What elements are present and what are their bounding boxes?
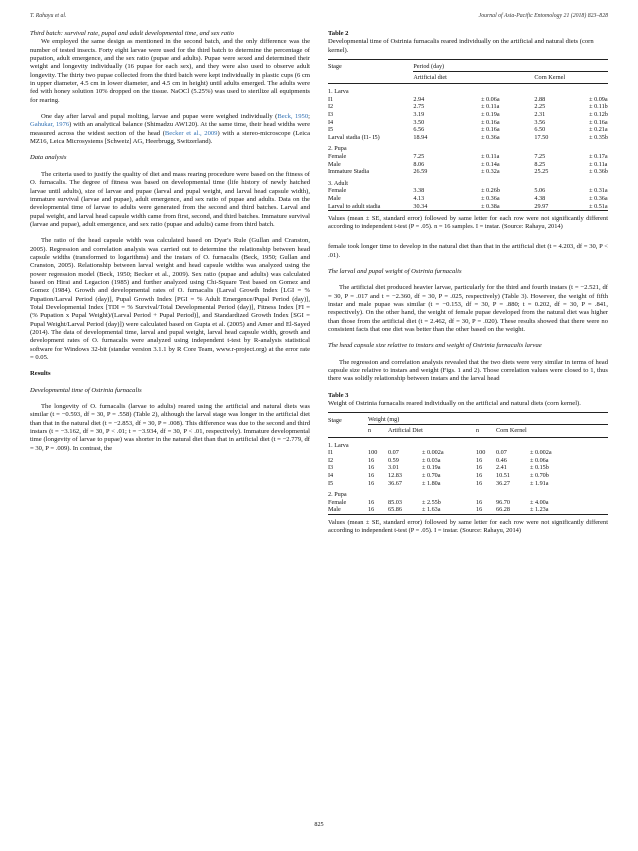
table-cell: 96.70 [496, 498, 510, 506]
page-number: 825 [314, 821, 324, 828]
table-cell: 0.07 [388, 449, 399, 457]
table3-title: Table 3 [328, 391, 349, 399]
table-group-label: 3. Adult [328, 179, 348, 187]
table-row [328, 506, 608, 514]
table-cell: ± 1.91a [530, 479, 549, 487]
table-cell: ± 0.06a [481, 95, 500, 103]
table-row [328, 126, 608, 134]
table-cell: 65.86 [388, 506, 402, 514]
table-cell: 16 [476, 506, 483, 514]
table3-header-stage: Stage [328, 416, 342, 424]
table-cell: I4 [328, 472, 334, 480]
table-cell: 66.28 [496, 506, 510, 514]
subsection-heading-developmental-time: Developmental time of Ostrinia furnacalis [30, 386, 142, 394]
table-row [328, 499, 608, 507]
table-cell: 16 [476, 456, 483, 464]
table-cell: ± 0.26b [481, 187, 500, 195]
table-cell: 16 [368, 506, 375, 514]
table-cell: 16 [368, 464, 375, 472]
table3-caption: Weight of Ostrinia furnacalis reared individually on the artificial and natural diets (corn kernel). [328, 400, 581, 408]
subsection-heading-head-capsule: The head capsule size relative to instars and weight of Ostrinia furnacalis larvae [328, 342, 542, 350]
table-cell: 5.06 [534, 187, 546, 195]
table-cell: 16 [476, 464, 483, 472]
table-cell: 16 [476, 479, 483, 487]
table2-header-corn: Corn Kernel [534, 73, 566, 81]
table-row [328, 464, 608, 472]
table-cell: 2.41 [496, 464, 507, 472]
table-cell: 3.38 [413, 187, 425, 195]
table-cell: ± 4.00a [530, 498, 549, 506]
table-cell: ± 0.35b [589, 133, 608, 141]
table-cell: ± 0.16a [481, 126, 500, 134]
table-cell: ± 0.70a [422, 472, 441, 480]
table-cell: Immature Stadia [328, 168, 370, 176]
table-cell: 16 [368, 498, 375, 506]
table-cell: Larval to adult stadia [328, 202, 381, 210]
table-cell: ± 0.09a [589, 95, 608, 103]
table-group-label: 2. Pupa [328, 145, 347, 153]
table-row [328, 119, 608, 127]
table-row [328, 103, 608, 111]
table-cell: 10.51 [496, 472, 510, 480]
table-cell: ± 0.03a [422, 456, 441, 464]
table-group-label: 2. Pupa [328, 491, 347, 499]
table-group-label: 1. Larva [328, 88, 349, 96]
table-cell: Male [328, 194, 341, 202]
citation-link[interactable]: Beck, 1950 [277, 113, 309, 121]
table-cell: Larval stadia (I1- I5) [328, 133, 380, 141]
table-cell: 8.25 [534, 160, 546, 168]
table-cell: 0.07 [496, 449, 507, 457]
table-cell: ± 0.12b [589, 111, 608, 118]
table-cell: 12.83 [388, 472, 402, 480]
table-cell: ± 0.51a [589, 202, 608, 210]
citation-link[interactable]: Becker et al., 2009 [164, 129, 218, 137]
table-cell: ± 1.23a [530, 506, 549, 514]
table-row [328, 96, 608, 104]
table-cell: 4.13 [413, 194, 425, 202]
paragraph-third-batch: We employed the same design as mentioned in the second batch, and the only difference was the number of tested insects. Forty eight larvae were used for the third batch to determine the percentage of pupation, adult emergence, and the sex ratio (pupae and adults). Pupae were sexed and determined their weight and longevity individually (16 pupae for each sex), and they were also used to observe adult longevity. The thirty two pupae collected from the third batch were kept individually in plastic cups (6 cm in upper diameter, 4.5 cm in lower diameter, and 4.5 cm in height) until adults emerged. The adults were fed with honey solution 10% dropped on the tissue. NaOCl (5.25%) was used to sterilize all equipments for rearing. [30, 38, 310, 104]
table-cell: 2.75 [413, 103, 425, 111]
table-cell: 2.31 [534, 111, 546, 118]
table-cell: ± 0.36a [481, 194, 500, 202]
table-cell: 0.46 [496, 456, 507, 464]
table-cell: 6.50 [534, 126, 546, 134]
table-cell: ± 0.19a [481, 111, 500, 118]
paragraph-regression: The regression and correlation analysis revealed that the two diets were very similar in terms of head capsule size relative to instars and weight (Figs. 1 and 2). Those correlation values were closed to 1, thus there was solidly relationship between instars and the larval head [328, 358, 608, 383]
table-cell: ± 0.11a [589, 160, 608, 168]
table-row [328, 111, 608, 119]
subsection-heading-weight: The larval and pupal weight of Ostrinia furnacalis [328, 268, 462, 275]
text: ) with an analytical balance (Shimadzu AW120). At the same time, their head widths were measured across the widest section of the head ( [30, 121, 310, 137]
table-cell: ± 0.19a [422, 464, 441, 472]
table-cell: 30.34 [413, 202, 428, 210]
section-heading-results: Results [30, 370, 51, 378]
table-cell: I3 [328, 464, 334, 472]
table3-header-blank [328, 425, 368, 438]
section-heading-data-analysis: Data analysis [30, 154, 67, 162]
table-cell: I2 [328, 456, 334, 464]
table-group-label: 1. Larva [328, 441, 349, 449]
table-cell: ± 0.38a [481, 202, 500, 210]
table-cell: I5 [328, 479, 334, 487]
table-row [328, 457, 608, 465]
table-cell: 16 [368, 479, 375, 487]
paragraph-criteria: The criteria used to justify the quality of diet and mass rearing procedure were based on the fitness of O. furnacalis. The degree of fitness was based on developmental time (life history of newly hatched larvae until adults), size of larvae and pupae (larval and pupal weight, and larval head capsule width), immature survival (larvae and pupae), adult emergence, and sex ratio of pupae and adults. Data on the developmental time of larvae to adults were generated from the second and third batches. Larval and pupal weight, and larval head capsule width came from first, second, and third batches. Immature survival (larvae and pupae), adult emergence, and sex ratio (pupae and adults) came from third batch. [30, 170, 310, 228]
table-cell: ± 1.63a [422, 506, 441, 514]
citation-link[interactable]: Gahukar, 1976 [30, 121, 70, 129]
table-cell: 36.27 [496, 479, 510, 487]
text: ; [308, 113, 310, 121]
table-cell: 7.25 [534, 152, 546, 160]
table-cell: 2.94 [413, 95, 425, 103]
table2 [328, 59, 608, 211]
table-cell: Female [328, 498, 347, 506]
table-cell: 26.59 [413, 168, 428, 176]
table-cell: 3.50 [413, 118, 425, 126]
paragraph-ratio: The ratio of the head capsule width was calculated based on Dyar's Rule (Gullan and Cranston, 2005). Regression and correlation analysis was carried out to determine the relationship between head capsule widths (transformed to logarithms) and the instars of O. furnacalis (Beck, 1950; Gullan and Cranston, 2005). Relationship between larval weight and head capsule widths was analyzed using the power regression model (Beck, 1950; Becker et al., 2009). Sex ratio (pupae and adults) was calculated based on Hirai and Legacion (1985) and further analyzed using Chi-Square Test based on Gomez and Gomez (1984). Growth and developmental rates of O. furnacalis (Larval Growth Index [LGI = % Pupation/Larval Period (day)], Pupal Growth Index [PGI = % Adult Emergence/Pupal Period (day)], Total Developmental Index [TDI = % Survival/Total Developmental Period (day)], Fitness Index [FI = (% Pupation x Pupal Weight)/(Larval Period + Pupal Period)], and Standardized Growth Index [SGI = Pupal Weight/Larval Period (day)]) were calculated based on Gupta et al. (2005) and Amer and El-Sayed (2014). The data of developmental time, larval and pupal weight, larval head capsule width, growth and development rates of O. furnacalis were analyzed using independent t-test by R-analysis statistical software for Windows 32-bit (standar version 3.1.1 by R Core Team, www.r-project.org) at the error rate = 0.05. [30, 237, 310, 362]
table-cell: 3.56 [534, 118, 546, 126]
table-cell: 100 [476, 449, 486, 457]
table3-header-corn: Corn Kernel [496, 427, 527, 435]
left-column [30, 30, 310, 461]
table-cell: ± 0.32a [481, 168, 500, 176]
table-cell: Female [328, 152, 347, 160]
table-cell: 17.50 [534, 133, 549, 141]
table-cell: I4 [328, 118, 334, 126]
table-cell: 2.88 [534, 95, 546, 103]
table-cell: 3.19 [413, 111, 425, 118]
table-cell: 25.25 [534, 168, 549, 176]
table-cell: ± 0.36a [589, 194, 608, 202]
table-cell: ± 0.11b [589, 103, 608, 111]
table-cell: 85.03 [388, 498, 402, 506]
table-cell: ± 0.70b [530, 472, 549, 480]
text: ) with a stereo-microscope (Leica MZ16, Leica Microsystems [Schweiz] AG, Heerbrugg, Switzerland). [30, 129, 310, 146]
paragraph-female-development: female took longer time to develop in the natural diet than that in the artificial diet (t = 4.203, df = 30, P < .01). [328, 243, 608, 259]
table-cell: 16 [476, 472, 483, 480]
table-row [328, 480, 608, 488]
table-cell: ± 0.21a [589, 126, 608, 134]
right-column [328, 30, 608, 547]
table-cell: ± 1.80a [422, 479, 441, 487]
table-cell: 18.94 [413, 133, 428, 141]
table2-caption: Developmental time of Ostrinia furnacalis reared individually on the artificial and natural diets (corn kernel). [328, 38, 594, 54]
table-cell: ± 0.17a [589, 152, 608, 160]
table3 [328, 412, 608, 515]
table2-header-artificial: Artificial diet [413, 73, 447, 81]
table-row [328, 187, 608, 195]
table-cell: ± 0.15b [530, 464, 549, 472]
table3-body [328, 437, 608, 514]
table-cell: Male [328, 506, 341, 514]
table-cell: 2.25 [534, 103, 546, 111]
table-row [328, 203, 608, 211]
table-cell: I1 [328, 449, 334, 457]
table-cell: I3 [328, 111, 334, 118]
table-cell: 4.38 [534, 194, 546, 202]
table-cell: 29.97 [534, 202, 549, 210]
table3-header-weight: Weight (mg) [368, 413, 608, 425]
table-cell: ± 2.55b [422, 498, 441, 506]
table2-title: Table 2 [328, 30, 349, 37]
table2-body [328, 84, 608, 211]
table-row [328, 134, 608, 142]
table-cell: ± 0.002a [530, 449, 552, 457]
table-cell: 36.67 [388, 479, 402, 487]
table-cell: ± 0.16a [481, 118, 500, 126]
table-cell: 16 [368, 472, 375, 480]
table-cell: 16 [368, 456, 375, 464]
paragraph-weight: The artificial diet produced heavier larvae, particularly for the third and fourth instars (t = −2.521, df = 30, P = .017 and t = −2.360, df = 30, P = .025, respectively) (Table 3). However, the weight of fifth instar and male pupae was similar (t = −0.153, df = 30, P = .880; t = 0.202, df = 30, P = .841, respectively). On the other hand, the weight of female pupae developed from the natural diet was higher than those from the artificial diet (t = 2.462, df = 30, P = .020). These results showed that there were no consistent facts that one diet was better than the other based on the weight. [328, 284, 608, 334]
table-row [328, 161, 608, 169]
table-cell: I5 [328, 126, 334, 134]
table-cell: 0.59 [388, 456, 399, 464]
table-cell: ± 0.14a [481, 160, 500, 168]
table3-header-artificial: Artificial Diet [388, 427, 423, 435]
table2-header-stage: Stage [328, 63, 342, 71]
table-cell: I1 [328, 95, 334, 103]
table-row [328, 168, 608, 176]
table-row [328, 195, 608, 203]
table-cell: ± 0.36a [481, 133, 500, 141]
table2-footnote: Values (mean ± SE, standard error) followed by same letter for each row were not significantly different according to independent t-test (P = .05). n = 16 samples. I = instar. (Source: Rahayu, 2014) [328, 215, 608, 231]
text: One day after larval and pupal molting, larvae and pupae were weighed individually ( [41, 113, 278, 121]
table-cell: Male [328, 160, 341, 168]
table-cell: ± 0.002a [422, 449, 444, 457]
table2-header-period: Period (day) [413, 60, 608, 72]
running-header-authors: T. Rahayu et al. [30, 13, 67, 19]
table-cell: ± 0.11a [481, 103, 500, 111]
table-cell: ± 0.36b [589, 168, 608, 176]
table-row [328, 449, 608, 457]
section-heading-third-batch: Third batch: survival rate, pupal and adult developmental time, and sex ratio [30, 30, 234, 37]
table-cell: 3.01 [388, 464, 399, 472]
paragraph-longevity: The longevity of O. furnacalis (larvae to adults) reared using the artificial and natural diets was similar (t = −0.593, df = 30, P = .558) (Table 2), although the larval stage was longer in the artificial diet than that in the natural diet (t = −2.853, df = 30, P = .008). This difference was due to the second and third instars (t = −3.162, df = 30, P < .01; t = −3.934, df = 30, P < .01, respectively). Immature developmental time (longevity of larvae to pupae) was shorter in the natural diet than that in artificial diet (t = −2.779, df = 30, P = .009). In contrast, the [30, 403, 310, 452]
paragraph-weighing [30, 113, 310, 146]
table-cell: ± 0.16a [589, 118, 608, 126]
table-cell: 7.25 [413, 152, 425, 160]
table-cell: I2 [328, 103, 334, 111]
table3-header-n: n [368, 427, 372, 435]
table3-header-n: n [476, 427, 480, 435]
table-cell: 6.56 [413, 126, 425, 134]
running-header-journal: Journal of Asia-Pacific Entomology 21 (2018) 823–828 [478, 13, 608, 19]
table-cell: ± 0.11a [481, 152, 500, 160]
table-cell: 100 [368, 449, 378, 457]
table-cell: Female [328, 187, 347, 195]
table3-footnote: Values (mean ± SE, standard error) followed by same letter for each row were not significantly different according to independent t-test (P = .05). I = instar. (Source: Rahayu, 2014) [328, 519, 608, 535]
table-cell: ± 0.06a [530, 456, 549, 464]
table-row [328, 472, 608, 480]
table-cell: 8.06 [413, 160, 425, 168]
table2-header-blank [328, 71, 413, 84]
table-row [328, 153, 608, 161]
table-cell: ± 0.31a [589, 187, 608, 195]
table-cell: 16 [476, 498, 483, 506]
